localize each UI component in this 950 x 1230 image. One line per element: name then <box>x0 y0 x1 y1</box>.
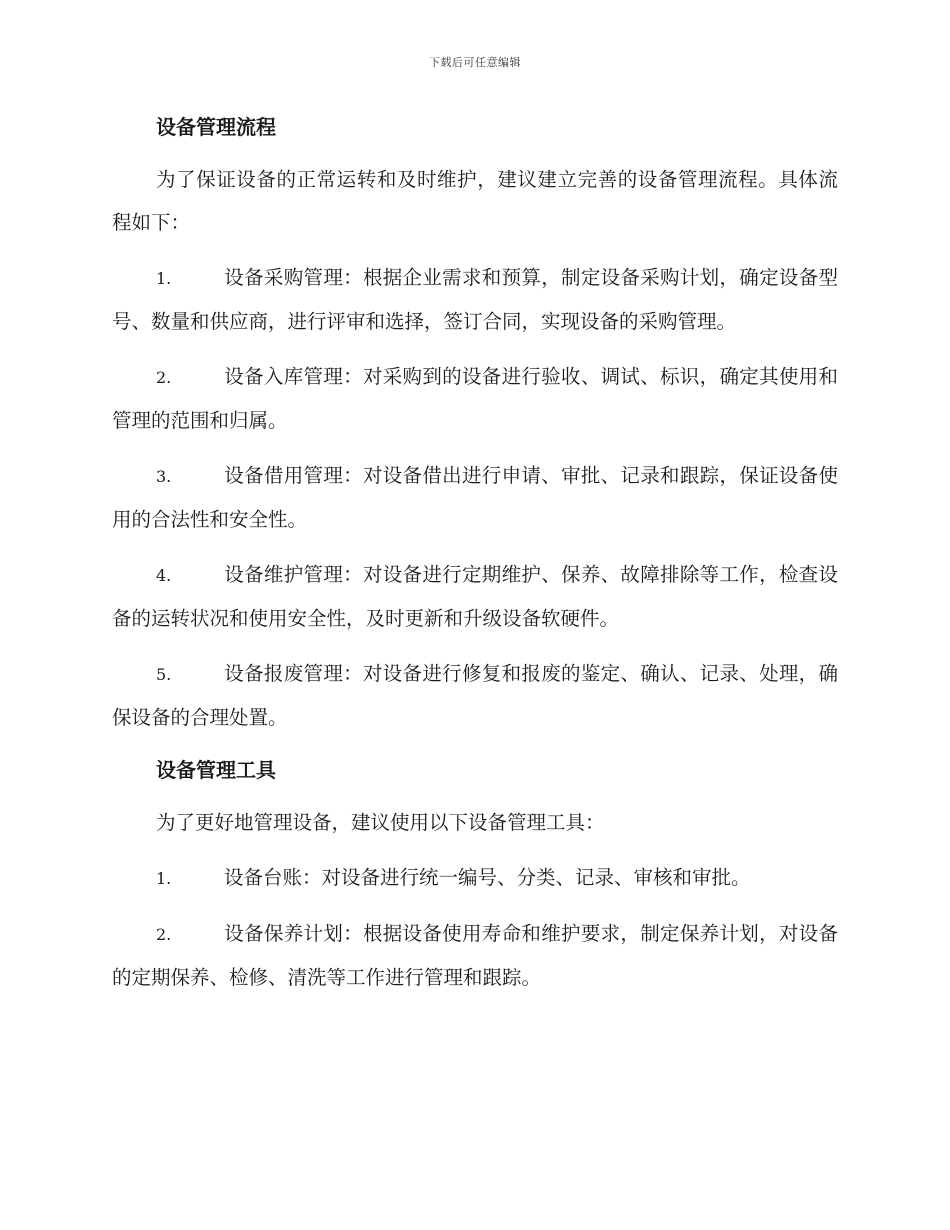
list-item <box>112 856 838 900</box>
list-item-text: 设备采购管理：根据企业需求和预算，制定设备采购计划，确定设备型号、数量和供应商，进行评审和选择，签订合同，实现设备的采购管理。 <box>112 266 838 333</box>
list-item-number: 4. <box>156 566 172 585</box>
list-item-number: 3. <box>156 467 172 486</box>
list-item <box>112 912 838 999</box>
list-item-text: 设备借用管理：对设备借出进行申请、审批、记录和跟踪，保证设备使用的合法性和安全性。 <box>112 464 838 531</box>
list-item-text: 设备维护管理：对设备进行定期维护、保养、故障排除等工作，检查设备的运转状况和使用安全性，及时更新和升级设备软硬件。 <box>112 563 838 630</box>
header-note: 下载后可任意编辑 <box>429 56 521 69</box>
list-item <box>112 553 838 640</box>
section-heading-process: 设备管理流程 <box>156 115 276 139</box>
list-item-number: 2. <box>156 368 172 387</box>
list-item <box>112 256 838 343</box>
list-item-text: 设备报废管理：对设备进行修复和报废的鉴定、确认、记录、处理，确保设备的合理处置。 <box>112 662 838 729</box>
list-item-text: 设备入库管理：对采购到的设备进行验收、调试、标识，确定其使用和管理的范围和归属。 <box>112 365 838 432</box>
section-heading-tools: 设备管理工具 <box>156 758 276 782</box>
list-item <box>112 652 838 739</box>
list-item-number: 2. <box>156 925 172 944</box>
list-item <box>112 454 838 541</box>
list-item-number: 1. <box>156 869 172 888</box>
list-item-number: 5. <box>156 665 172 684</box>
section-intro-tools: 为了更好地管理设备，建议使用以下设备管理工具： <box>156 811 605 834</box>
list-item-text: 设备台账：对设备进行统一编号、分类、记录、审核和审批。 <box>224 866 751 889</box>
document-content <box>112 108 838 999</box>
section-intro-process: 为了保证设备的正常运转和及时维护，建议建立完善的设备管理流程。具体流程如下： <box>112 168 838 234</box>
list-item <box>112 355 838 442</box>
list-item-text: 设备保养计划：根据设备使用寿命和维护要求，制定保养计划，对设备的定期保养、检修、清洗等工作进行管理和跟踪。 <box>112 922 838 989</box>
list-item-number: 1. <box>156 269 172 288</box>
